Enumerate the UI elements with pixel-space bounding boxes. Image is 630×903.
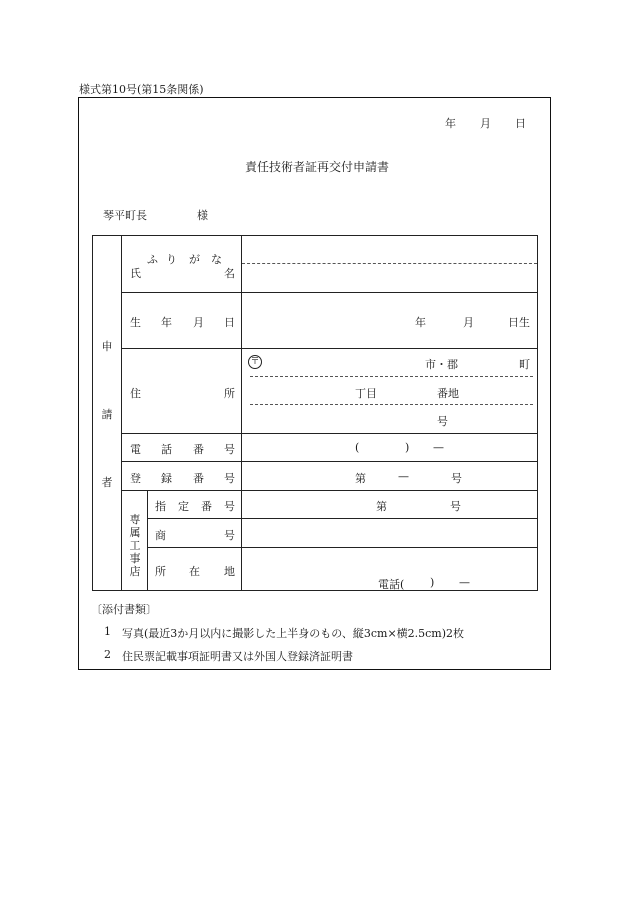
attachment-number: 2 xyxy=(104,648,111,661)
registration-go: 号 xyxy=(451,472,462,485)
row-divider-name xyxy=(121,292,538,293)
registration-dash: — xyxy=(398,470,409,483)
shop-label-char: 専 xyxy=(129,513,141,526)
registration-dai: 第 xyxy=(355,472,366,485)
birth-year: 年 xyxy=(415,316,426,329)
application-form xyxy=(78,97,551,670)
address-dashed-line-2 xyxy=(250,404,533,405)
trade-name-label-char: 商 xyxy=(155,529,166,542)
furigana-dashed-line xyxy=(242,263,537,264)
label-column-divider xyxy=(241,235,242,591)
phone-label-char: 号 xyxy=(224,443,235,456)
applicant-label-char: 請 xyxy=(101,408,113,421)
addressee-honorific: 様 xyxy=(197,209,208,222)
applicant-label-char: 者 xyxy=(101,476,113,489)
location-label-char: 所 xyxy=(155,565,166,578)
address-label-char: 住 xyxy=(130,387,141,400)
address-city: 市・郡 xyxy=(425,358,458,371)
table-right-border xyxy=(537,235,538,591)
address-dashed-line-1 xyxy=(250,376,533,377)
designation-go: 号 xyxy=(450,500,461,513)
birthdate-label-char: 年 xyxy=(161,316,172,329)
name-label-char: 名 xyxy=(224,267,235,280)
phone-label-char: 番 xyxy=(193,443,204,456)
phone-paren-close: ) xyxy=(405,441,410,454)
location-phone-paren-close: ) xyxy=(430,576,435,589)
postal-mark-icon: 〒 xyxy=(248,355,262,369)
location-phone-label: 電話( xyxy=(378,578,405,591)
row-divider-designation xyxy=(147,518,538,519)
furigana-label-char: な xyxy=(211,253,222,266)
designation-label-char: 号 xyxy=(224,500,235,513)
row-divider-registration xyxy=(121,490,538,491)
address-town: 町 xyxy=(519,358,530,371)
row-divider-address xyxy=(121,433,538,434)
trade-name-label-char: 号 xyxy=(224,529,235,542)
shop-label-char: 属 xyxy=(129,526,141,539)
location-label-char: 地 xyxy=(224,565,235,578)
designation-label-char: 定 xyxy=(178,500,189,513)
phone-label-char: 電 xyxy=(130,443,141,456)
address-chome: 丁目 xyxy=(355,387,377,400)
registration-label-char: 登 xyxy=(130,472,141,485)
shop-label-char: 事 xyxy=(129,552,141,565)
attachment-text: 写真(最近3か月以内に撮影した上半身のもの、縦3cm×横2.5cm)2枚 xyxy=(122,627,465,640)
birth-month: 月 xyxy=(463,316,474,329)
phone-dash: — xyxy=(433,441,444,454)
table-top-border xyxy=(92,235,538,236)
furigana-label-char: が xyxy=(189,253,200,266)
furigana-label-char: ふ xyxy=(147,253,158,266)
addressee-name: 琴平町長 xyxy=(103,209,147,222)
applicant-column-divider xyxy=(121,235,122,591)
phone-paren-open: ( xyxy=(355,441,360,454)
name-label-char: 氏 xyxy=(130,267,141,280)
form-number-label: 様式第10号(第15条関係) xyxy=(79,83,204,96)
birthdate-label-char: 生 xyxy=(130,316,141,329)
form-title: 責任技術者証再交付申請書 xyxy=(245,160,390,174)
row-divider-phone xyxy=(121,461,538,462)
furigana-label-char: り xyxy=(166,253,177,266)
birth-day: 日生 xyxy=(508,316,530,329)
registration-label-char: 番 xyxy=(193,472,204,485)
date-year: 年 xyxy=(445,117,456,130)
attachments-heading: 〔添付書類〕 xyxy=(91,603,157,616)
location-phone-dash: — xyxy=(459,576,470,589)
date-month: 月 xyxy=(480,117,491,130)
attachment-number: 1 xyxy=(104,625,111,638)
registration-label-char: 号 xyxy=(224,472,235,485)
designation-dai: 第 xyxy=(376,500,387,513)
row-divider-birth xyxy=(121,348,538,349)
row-divider-trade-name xyxy=(147,547,538,548)
location-label-char: 在 xyxy=(189,565,200,578)
shop-label-char: 工 xyxy=(129,539,141,552)
designation-label-char: 番 xyxy=(201,500,212,513)
address-banchi: 番地 xyxy=(437,387,459,400)
applicant-label-char: 申 xyxy=(101,340,113,353)
table-left-border xyxy=(92,235,93,591)
birthdate-label-char: 月 xyxy=(193,316,204,329)
shop-label-char: 店 xyxy=(129,565,141,578)
registration-label-char: 録 xyxy=(161,472,172,485)
address-go: 号 xyxy=(437,415,448,428)
designation-label-char: 指 xyxy=(155,500,166,513)
table-bottom-border xyxy=(92,590,538,591)
attachment-text: 住民票記載事項証明書又は外国人登録済証明書 xyxy=(122,650,353,663)
address-label-char: 所 xyxy=(224,387,235,400)
birthdate-label-char: 日 xyxy=(224,316,235,329)
date-day: 日 xyxy=(515,117,526,130)
shop-column-divider xyxy=(147,490,148,591)
phone-label-char: 話 xyxy=(161,443,172,456)
